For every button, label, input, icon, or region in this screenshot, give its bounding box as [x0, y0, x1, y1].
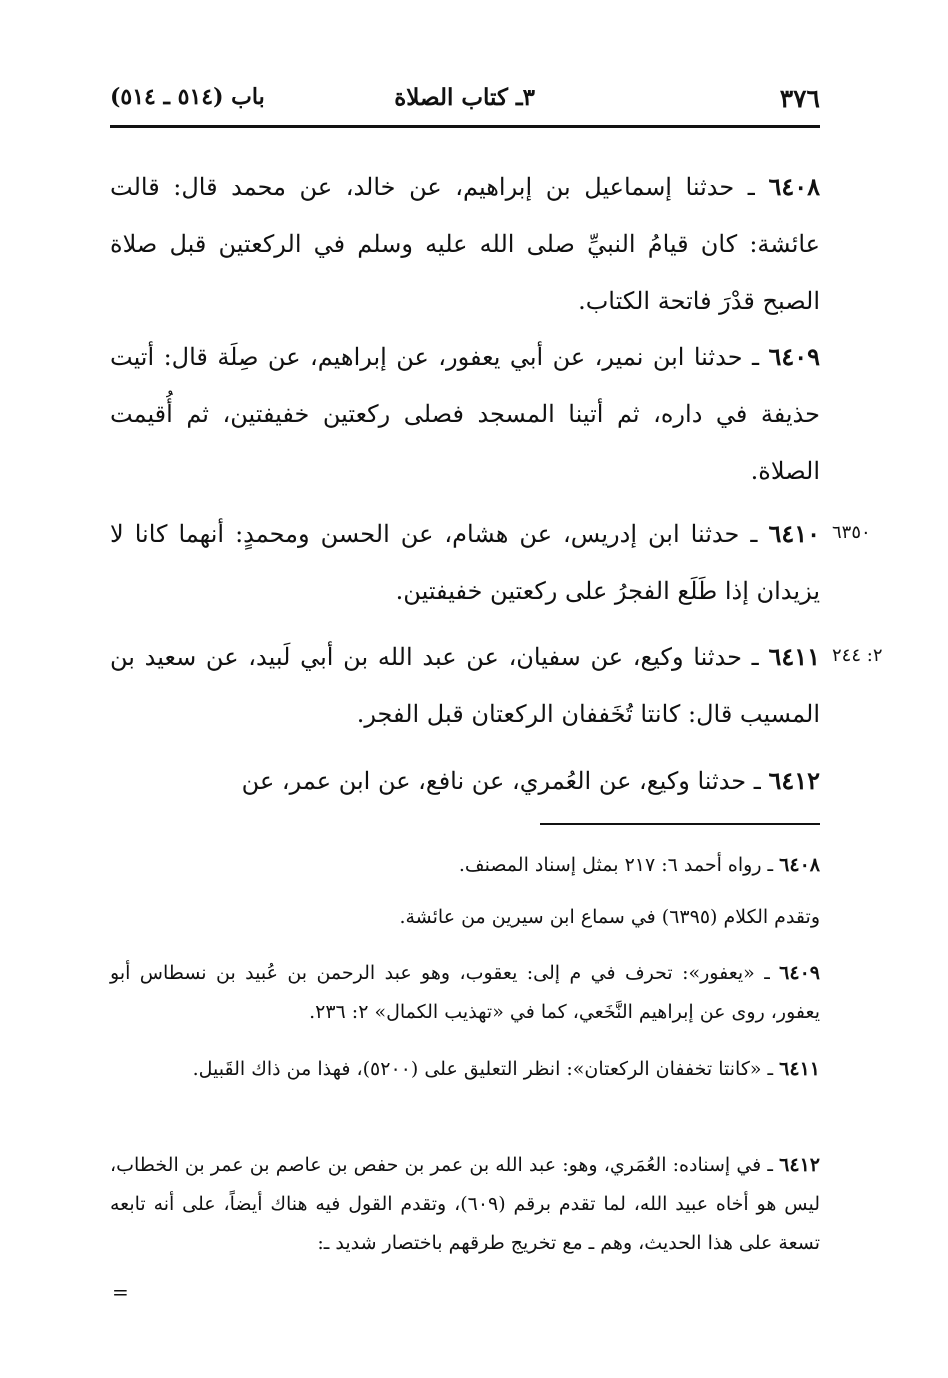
hadith-number: ٦٤٠٩ — [768, 342, 820, 371]
footnote-6408 — [110, 846, 820, 885]
chapter-title: باب (٥١٤ ـ ٥١٤) — [110, 84, 265, 110]
footnote-6411 — [110, 1050, 820, 1089]
continuation-mark: = — [112, 1280, 129, 1304]
hadith-text: ـ حدثنا وكيع، عن سفيان، عن عبد الله بن أبي لَبيد، عن سعيد بن المسيب قال: كانتا تُخَففان الركعتان قبل الفجر. — [110, 643, 820, 728]
footnote-text: ـ «يعفور»: تحرف في م إلى: يعقوب، وهو عبد الرحمن بن عُبيد بن نسطاس أبو يعفور، روى عن إبراهيم النَّخَعي، كما في «تهذيب الكمال» ٢: ٢٣٦. — [110, 962, 820, 1023]
hadith-number: ٦٤٠٨ — [768, 172, 820, 201]
footnote-rule — [540, 823, 820, 825]
margin-reference: ٢: ٢٤٤ — [832, 645, 883, 666]
hadith-6410 — [110, 505, 820, 620]
book-title: ٣ـ كتاب الصلاة — [394, 84, 535, 111]
footnote-text: ـ «كانتا تخففان الركعتان»: انظر التعليق على (٥٢٠٠)، فهذا من ذاك القَبيل. — [192, 1058, 774, 1080]
hadith-6411 — [110, 628, 820, 743]
footnote-number: ٦٤٠٩ — [779, 962, 820, 984]
page-number: ٣٧٦ — [779, 84, 820, 113]
footnote-text: وتقدم الكلام (٦٣٩٥) في سماع ابن سيرين من عائشة. — [399, 906, 820, 928]
footnote-6409 — [110, 954, 820, 1032]
page-header — [110, 80, 820, 120]
footnote-6408-continued — [110, 898, 820, 937]
footnote-number: ٦٤٠٨ — [779, 854, 820, 876]
footnote-6412 — [110, 1146, 820, 1263]
hadith-6409 — [110, 328, 820, 500]
footnote-number: ٦٤١٢ — [779, 1154, 820, 1176]
hadith-text: ـ حدثنا ابن نمير، عن أبي يعفور، عن إبراهيم، عن صِلَة قال: أتيت حذيفة في داره، ثم أتينا المسجد فصلى ركعتين خفيفتين، ثم أُقيمت الصلاة. — [110, 343, 820, 485]
hadith-number: ٦٤١٢ — [768, 766, 820, 795]
hadith-text: ـ حدثنا وكيع، عن العُمري، عن نافع، عن ابن عمر، عن — [241, 767, 761, 795]
margin-reference: ٦٣٥٠ — [832, 522, 871, 543]
header-rule — [110, 125, 820, 128]
hadith-number: ٦٤١١ — [768, 642, 820, 671]
hadith-number: ٦٤١٠ — [768, 519, 820, 548]
footnote-number: ٦٤١١ — [779, 1058, 820, 1080]
footnote-text: ـ رواه أحمد ٦: ٢١٧ بمثل إسناد المصنف. — [458, 854, 774, 876]
hadith-text: ـ حدثنا إسماعيل بن إبراهيم، عن خالد، عن محمد قال: قالت عائشة: كان قيامُ النبيِّ صلى الله عليه وسلم في الركعتين قبل صلاة الصبح قدْرَ فاتحة الكتاب. — [110, 173, 821, 315]
hadith-6408 — [110, 158, 820, 330]
footnote-text: ـ في إسناده: العُمَري، وهو: عبد الله بن عمر بن حفص بن عاصم بن عمر بن الخطاب، ليس هو أخاه عبيد الله، لما تقدم برقم (٦٠٩)، وتقدم القول فيه هناك أيضاً، على أنه تابعه تسعة على هذا الحديث، وهم ـ مع تخريج طرقهم باختصار شديد ـ: — [110, 1154, 820, 1254]
hadith-text: ـ حدثنا ابن إدريس، عن هشام، عن الحسن ومحمدٍ: أنهما كانا لا يزيدان إذا طَلَع الفجرُ على ركعتين خفيفتين. — [110, 520, 820, 605]
hadith-6412 — [110, 752, 820, 810]
